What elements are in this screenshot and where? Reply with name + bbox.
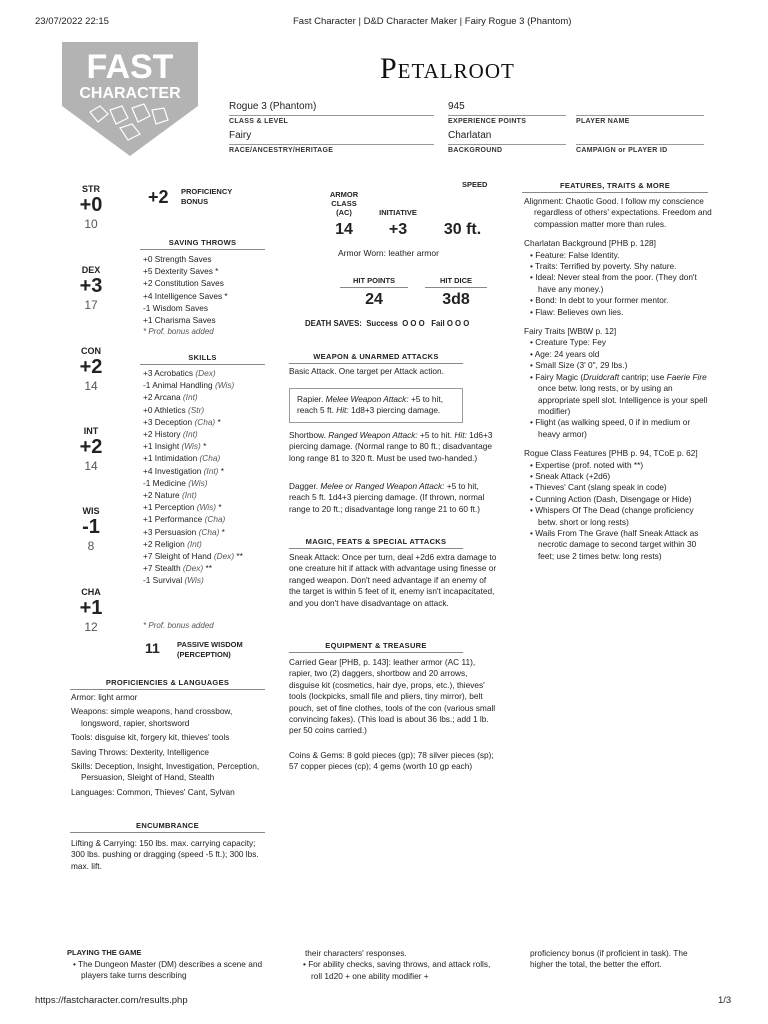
coins-gems: Coins & Gems: 8 gold pieces (gp); 78 silver pieces (sp); 57 copper pieces (cp); 4 gems (worth 10 gp each)	[289, 750, 494, 772]
race-label: RACE/ANCESTRY/HERITAGE	[229, 147, 334, 154]
skill-item: +2 Nature (Int)	[143, 490, 197, 501]
basic-attack: Basic Attack. One target per Attack action.	[289, 366, 444, 376]
initiative-label: INITIATIVE	[379, 208, 417, 217]
background-item: • Feature: False Identity.	[530, 249, 620, 260]
fairy-trait: • Creature Type: Fey	[530, 337, 607, 348]
fairy-magic: • Fairy Magic (Druidcraft cantrip; use Faerie Fire once betw. long rests, or by using an appropriate spell slot. Intelligence is your spell modifier)	[530, 371, 708, 416]
print-date: 23/07/2022 22:15	[35, 16, 109, 27]
ability-name: WIS	[82, 506, 100, 516]
ability-name: CON	[81, 346, 101, 356]
skill-item: +2 History (Int)	[143, 429, 198, 440]
ability-modifier: -1	[82, 516, 100, 538]
ability-modifier: +2	[79, 356, 103, 378]
playing-col2: their characters' responses. • For ability checks, saving throws, and attack rolls, roll 1d20 + one ability modifier +	[303, 948, 491, 981]
equipment-title: EQUIPMENT & TREASURE	[289, 641, 463, 653]
proficiency-value: +2	[148, 187, 169, 207]
background-title: Charlatan Background [PHB p. 128]	[524, 238, 656, 249]
logo-text-fast: FAST	[86, 48, 174, 86]
encumbrance-title: ENCUMBRANCE	[70, 821, 265, 833]
fairy-traits-title: Fairy Traits [WBtW p. 12]	[524, 326, 617, 337]
skill-item: +7 Stealth (Dex) **	[143, 563, 212, 574]
experience-value: 945	[448, 101, 465, 112]
background-value: Charlatan	[448, 130, 492, 141]
passive-wisdom-label: PASSIVE WISDOM (PERCEPTION)	[177, 640, 243, 659]
experience-line	[448, 115, 566, 116]
background-item: • Ideal: Never steal from the poor. (They don't have any money.)	[530, 272, 697, 294]
skill-item: +2 Arcana (Int)	[143, 392, 198, 403]
skills-title: SKILLS	[140, 353, 265, 365]
skill-item: +3 Acrobatics (Dex)	[143, 368, 216, 378]
initiative-value: +3	[388, 221, 408, 238]
rogue-feature: • Expertise (prof. noted with **)	[530, 459, 644, 470]
proficiency-item: Tools: disguise kit, forgery kit, thieves' tools	[71, 732, 230, 743]
saving-throw: +2 Constitution Saves	[143, 278, 224, 289]
ability-str	[66, 184, 116, 231]
ability-name: CHA	[81, 587, 101, 597]
background-label: BACKGROUND	[448, 147, 503, 154]
experience-label: EXPERIENCE POINTS	[448, 118, 527, 125]
campaign-label: CAMPAIGN or PLAYER ID	[576, 147, 668, 154]
class-level-line	[229, 115, 434, 116]
skills-note: * Prof. bonus added	[143, 621, 214, 630]
skill-item: -1 Medicine (Wis)	[143, 477, 208, 488]
skill-item: +3 Persuasion (Cha) *	[143, 526, 225, 537]
attacks-title: WEAPON & UNARMED ATTACKS	[289, 352, 463, 364]
saving-throw: -1 Wisdom Saves	[143, 302, 209, 313]
saving-throw: +5 Dexterity Saves *	[143, 266, 219, 277]
rogue-feature: • Cunning Action (Dash, Disengage or Hide)	[530, 493, 692, 504]
ability-score: 14	[84, 379, 98, 393]
passive-wisdom-value: 11	[145, 640, 160, 656]
alignment: Alignment: Chaotic Good. I follow my conscience regardless of others' expectations. Freedom and compassion matter more than rules.	[524, 196, 712, 229]
background-item: • Bond: In debt to your former mentor.	[530, 295, 669, 306]
background-item: • Flaw: Believes own lies.	[530, 306, 624, 317]
rogue-feature: • Whispers Of The Dead (change proficiency betw. short or long rests)	[530, 505, 694, 527]
race-line	[229, 144, 434, 145]
page-number: 1/3	[718, 995, 732, 1006]
ability-name: STR	[82, 184, 100, 194]
saving-throw: +0 Strength Saves	[143, 254, 212, 264]
ability-score: 14	[84, 459, 98, 473]
rapier-attack-box: Rapier. Melee Weapon Attack: +5 to hit, reach 5 ft. Hit: 1d8+3 piercing damage.	[289, 388, 463, 423]
saving-throw: +4 Intelligence Saves *	[143, 290, 228, 301]
background-line	[448, 144, 566, 145]
skill-item: +1 Insight (Wis) *	[143, 441, 207, 452]
playing-title: PLAYING THE GAME	[67, 948, 142, 957]
saving-throws-title: SAVING THROWS	[140, 238, 265, 250]
race-value: Fairy	[229, 130, 252, 141]
dagger-attack: Dagger. Melee or Ranged Weapon Attack: +5 to hit, reach 5 ft. 1d4+3 piercing damage. (If thrown, normal range to 20 ft.; disadvantage long range 21 to 60 ft.)	[289, 481, 485, 514]
skill-item: +7 Sleight of Hand (Dex) **	[143, 551, 243, 562]
skill-item: +3 Deception (Cha) *	[143, 416, 221, 427]
armor-class-label: ARMOR CLASS (AC)	[329, 190, 359, 217]
encumbrance-text: Lifting & Carrying: 150 lbs. max. carrying capacity; 300 lbs. pushing or dragging (speed -5 ft.); 300 lbs. max. lift.	[71, 838, 259, 871]
proficiency-item: Saving Throws: Dexterity, Intelligence	[71, 746, 210, 757]
player-name-label: PLAYER NAME	[576, 118, 630, 125]
features-title: FEATURES, TRAITS & MORE	[522, 181, 708, 193]
playing-col3: proficiency bonus (if proficient in task). The higher the total, the better the effort.	[530, 948, 688, 970]
ability-wis	[66, 506, 116, 553]
proficiencies-title: PROFICIENCIES & LANGUAGES	[70, 678, 265, 690]
proficiency-item: Languages: Common, Thieves' Cant, Sylvan	[71, 786, 235, 797]
rogue-feature: • Wails From The Grave (half Sneak Attack as necrotic damage to second target within 30 feet; use 2 times betw. long rests)	[530, 527, 699, 561]
class-level-label: CLASS & LEVEL	[229, 118, 289, 125]
armor-worn: Armor Worn: leather armor	[338, 248, 439, 258]
class-level-value: Rogue 3 (Phantom)	[229, 101, 317, 112]
saving-throws-list	[143, 253, 228, 338]
print-url: https://fastcharacter.com/results.php	[35, 995, 188, 1006]
skill-item: -1 Survival (Wis)	[143, 575, 204, 586]
sneak-attack-text: Sneak Attack: Once per turn, deal +2d6 extra damage to one creature hit if attack with advantage using finesse or ranged weapon. Don't need advantage if an enemy of the target is within 5 feet of it, enemy isn't incapacitated, and you don't have disadvantage on attack.	[289, 552, 497, 608]
ability-score: 8	[87, 539, 95, 553]
campaign-line	[576, 144, 704, 145]
ability-modifier: +0	[79, 194, 103, 216]
ability-name: DEX	[81, 265, 101, 275]
proficiency-label: PROFICIENCY BONUS	[181, 187, 233, 206]
ability-modifier: +1	[79, 597, 103, 619]
magic-title: MAGIC, FEATS & SPECIAL ATTACKS	[289, 537, 463, 549]
ability-modifier: +3	[79, 275, 103, 297]
background-item: • Traits: Terrified by poverty. Shy nature.	[530, 261, 677, 272]
skill-item: +1 Intimidation (Cha)	[143, 453, 221, 464]
player-name-line	[576, 115, 704, 116]
ability-con	[66, 346, 116, 393]
hit-dice-value: 3d8	[442, 291, 470, 308]
fairy-trait: • Age: 24 years old	[530, 348, 600, 359]
print-title: Fast Character | D&D Character Maker | Fairy Rogue 3 (Phantom)	[293, 16, 572, 27]
ability-name: INT	[83, 426, 99, 436]
proficiency-item: Skills: Deception, Insight, Investigation, Perception, Persuasion, Sleight of Hand, Stealth	[71, 761, 260, 783]
fairy-trait: • Small Size (3' 0", 29 lbs.)	[530, 360, 628, 371]
ability-score: 12	[84, 620, 98, 634]
skill-item: +4 Investigation (Int) *	[143, 465, 224, 476]
skill-item: +2 Religion (Int)	[143, 538, 202, 549]
ability-score: 17	[84, 298, 98, 312]
skills-list	[143, 367, 243, 587]
speed-label: SPEED	[462, 180, 488, 189]
character-name: Petalroot	[380, 52, 515, 85]
skill-item: +1 Perception (Wis) *	[143, 502, 222, 513]
saving-throw: +1 Charisma Saves	[143, 315, 216, 326]
proficiency-item: Armor: light armor	[71, 692, 138, 702]
death-saves: DEATH SAVES: Success O O O Fail O O O	[305, 319, 470, 328]
skill-item: +1 Performance (Cha)	[143, 514, 226, 525]
skill-item: +0 Athletics (Str)	[143, 404, 205, 415]
hit-points-label: HIT POINTS	[340, 276, 408, 288]
logo-text-character: CHARACTER	[79, 85, 181, 102]
carried-gear: Carried Gear [PHB, p. 143]: leather armor (AC 11), rapier, two (2) daggers, shortbow and 20 arrows, disguise kit (cosmetics, hair dye, props, etc.), thieves' tools (lockpicks, small file and pliers, tiny mirror), belt pouch, set of fine clothes, tools of the con (various small convincing fakes). (This load is about 36 lbs.; add 1 lb. per 50 coins carried.)	[289, 657, 496, 736]
ability-modifier: +2	[79, 436, 103, 458]
hit-dice-label: HIT DICE	[425, 276, 487, 288]
hit-points-value: 24	[365, 291, 383, 308]
features-body	[524, 196, 714, 562]
rogue-feature: • Sneak Attack (+2d6)	[530, 470, 611, 481]
ability-int	[66, 426, 116, 473]
rogue-feature: • Thieves' Cant (slang speak in code)	[530, 482, 667, 493]
skill-item: -1 Animal Handling (Wis)	[143, 380, 235, 391]
shortbow-attack: Shortbow. Ranged Weapon Attack: +5 to hit. Hit: 1d6+3 piercing damage. (Normal range to 80 ft.; disadvantage long range 81 to 320 ft. Must be used two-handed.)	[289, 430, 493, 463]
speed-value: 30 ft.	[443, 221, 482, 238]
saving-throws-note: * Prof. bonus added	[143, 327, 214, 337]
fairy-flight: • Flight (as walking speed, 0 if in medium or heavy armor)	[530, 417, 691, 439]
ability-cha	[66, 587, 116, 634]
playing-col1: • The Dungeon Master (DM) describes a scene and players take turns describing	[73, 959, 263, 981]
armor-class-value: 14	[335, 221, 353, 238]
fast-character-logo	[60, 40, 200, 160]
ability-score: 10	[84, 217, 98, 231]
rogue-features-title: Rogue Class Features [PHB p. 94, TCoE p. 62]	[524, 448, 698, 459]
proficiency-item: Weapons: simple weapons, hand crossbow, longsword, rapier, shortsword	[71, 706, 233, 728]
proficiencies-list	[71, 692, 263, 798]
ability-dex	[66, 265, 116, 312]
